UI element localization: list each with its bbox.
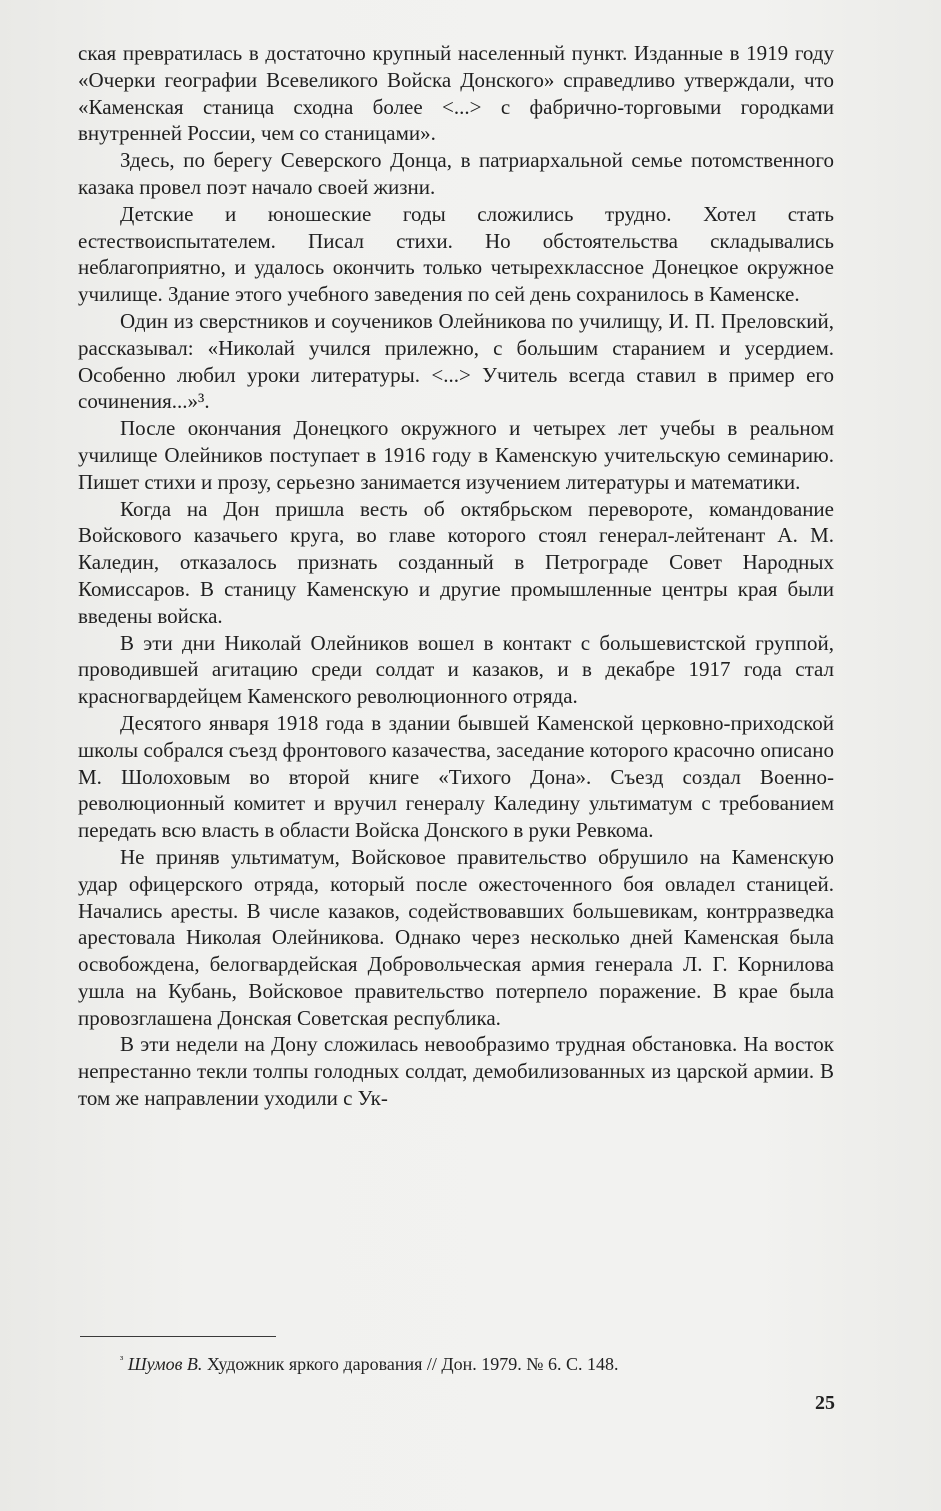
paragraph: Не приняв ультиматум, Войсковое правительство обрушило на Каменскую удар офицерского отряда, который после ожесточенного боя овладел станицей. Начались аресты. В числе казаков, содействовавших большевикам, контрразведка арестовала Николая Олейникова. Однако через несколько дней Каменская была освобождена, белогвардейская Добровольческая армия генерала Л. Г. Корнилова ушла на Кубань, Войсковое правительство потерпело поражение. В крае была провозглашена Донская Советская республика. xyxy=(78,844,834,1030)
footnote xyxy=(78,1348,834,1376)
footnote-separator xyxy=(80,1336,276,1337)
paragraph: ская превратилась в достаточно крупный населенный пункт. Изданные в 1919 году «Очерки географии Всевеликого Войска Донского» справедливо утверждали, что «Каменская станица сходна более <...> с фабрично-торговыми городками внутренней России, чем со станицами». xyxy=(78,41,834,146)
page-number: 25 xyxy=(815,1392,835,1414)
footnote-author: Шумов В. xyxy=(127,1354,203,1374)
paragraph: После окончания Донецкого окружного и четырех лет учебы в реальном училище Олейников поступает в 1916 году в Каменскую учительскую семинарию. Пишет стихи и прозу, серьезно занимается изучением литературы и математики. xyxy=(78,416,834,494)
paragraph: Десятого января 1918 года в здании бывшей Каменской церковно-приходской школы собрался съезд фронтового казачества, заседание которого красочно описано М. Шолоховым во второй книге «Тихого Дона». Съезд создал Военно-революционный комитет и вручил генералу Каледину ультиматум с требованием передать всю власть в области Войска Донского в руки Ревкома. xyxy=(78,710,834,843)
paragraph: В эти недели на Дону сложилась невообразимо трудная обстановка. На восток непрестанно текли толпы голодных солдат, демобилизованных из царской армии. В том же направлении уходили с Ук- xyxy=(78,1032,834,1111)
paragraph: Здесь, по берегу Северского Донца, в патриархальной семье потомственного казака провел поэт начало своей жизни. xyxy=(78,148,834,199)
body-text xyxy=(78,40,834,1112)
footnote-marker: ³ xyxy=(120,1354,124,1366)
footnote-text: Художник яркого дарования // Дон. 1979. № 6. С. 148. xyxy=(206,1354,619,1374)
paragraph: Детские и юношеские годы сложились трудно. Хотел стать естествоиспытателем. Писал стихи. Но обстоятельства складывались неблагоприятно, и удалось окончить только четырехклассное Донецкое окружное училище. Здание этого учебного заведения по сей день сохранилось в Каменске. xyxy=(78,201,834,307)
paragraph: В эти дни Николай Олейников вошел в контакт с большевистской группой, проводившей агитацию среди солдат и казаков, и в декабре 1917 года стал красногвардейцем Каменского революционного отряда. xyxy=(78,630,834,709)
paragraph: Один из сверстников и соучеников Олейникова по училищу, И. П. Преловский, рассказывал: «Николай учился прилежно, с большим старанием и усердием. Особенно любил уроки литературы. <...> Учитель всегда ставил в пример его сочинения...»³. xyxy=(78,308,834,414)
paragraph: Когда на Дон пришла весть об октябрьском перевороте, командование Войскового казачьего круга, во главе которого стоял генерал-лейтенант А. М. Каледин, отказалось признать созданный в Петрограде Совет Народных Комиссаров. В станицу Каменскую и другие промышленные центры края были введены войска. xyxy=(78,496,834,628)
